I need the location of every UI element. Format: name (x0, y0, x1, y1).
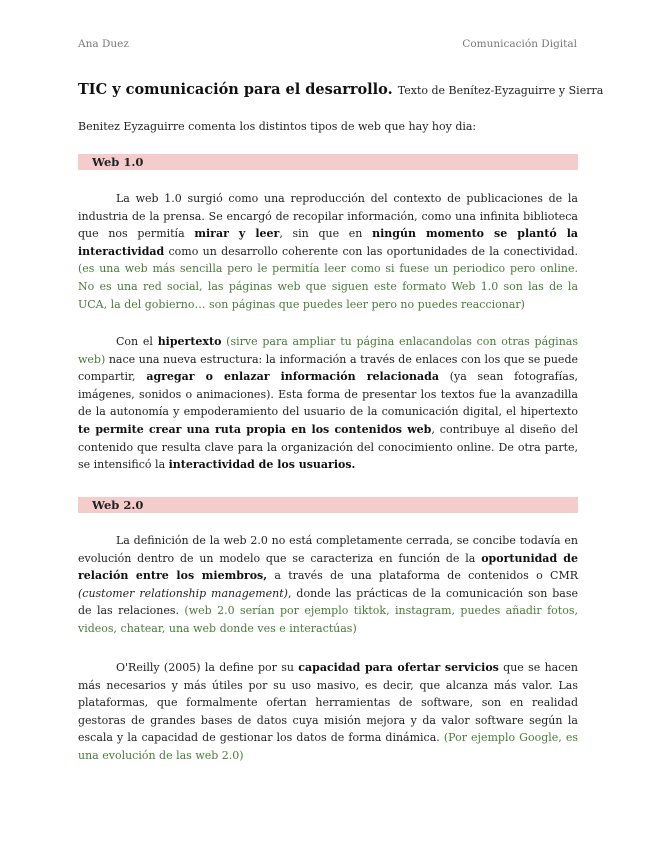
para-emphasis: interactividad de los usuarios. (168, 458, 356, 472)
para-note: (sirve para ampliar tu página enlacandolas con otras páginas web) (78, 335, 578, 366)
para-text: nace una nueva estructura: la información a través de enlaces con los que se puede compartir, (78, 352, 578, 384)
para-text: (ya sean fotografías, imágenes, sonidos o animaciones). Esta forma de presentar los textos fue la avanzadilla de la autonomía y empoderamiento del usuario de la comunicación digital, el hipertexto (78, 370, 578, 419)
para-note: (es una web más sencilla pero le permitía leer como si fuese un periodico pero online. No es una red social, las páginas web que siguen este formato Web 1.0 son las de la UCA, la del gobierno… son páginas que puedes leer pero no puedes reaccionar) (78, 262, 578, 311)
para-text: , donde las prácticas de la comunicación son base de las relaciones. (78, 586, 578, 618)
para-emphasis: hipertexto (157, 335, 222, 348)
para-text: , sin que en (279, 227, 373, 241)
header-author: Ana Duez (78, 38, 129, 50)
header-course: Comunicación Digital (462, 38, 577, 50)
section-heading-web2 (78, 497, 578, 513)
para-emphasis: agregar o enlazar información relacionada (146, 370, 439, 384)
paragraph-web1-hypertext (78, 333, 578, 474)
para-text: Con el (116, 335, 158, 348)
intro-text: Benitez Eyzaguirre comenta los distintos tipos de web que hay hoy dia: (78, 120, 477, 133)
section-heading-web1 (78, 154, 578, 170)
paragraph-web2-oreilly (78, 659, 578, 765)
para-emphasis: ningún momento se plantó la interactividad (78, 227, 578, 258)
para-text: que se hacen más necesarios y más útiles por su uso masivo, es decir, que alcanza más valor. Las plataformas, que formalmente ofertan herramientas de software, son en realidad gestoras de grandes bases de datos cuya misión mejora y da valor software según la escala y la capacidad de gestionar los datos de forma dinámica. (78, 661, 578, 745)
paragraph-web1-intro (78, 190, 578, 313)
para-italic: (customer relationship management) (78, 586, 288, 600)
para-text: , contribuye al diseño del contenido que resulta clave para la organización del conocimiento online. De otra parte, se intensificó la (78, 422, 578, 472)
para-text: La web 1.0 surgió como una reproducción del contexto de publicaciones de la industria de la prensa. Se encargó de recopilar información, como una infinita biblioteca que nos permitía (78, 192, 578, 241)
paragraph-web2-definition (78, 532, 578, 638)
para-emphasis: capacidad para ofertar servicios (298, 661, 499, 674)
para-note: (web 2.0 serían por ejemplo tiktok, instagram, puedes añadir fotos, videos, chatear, una web donde ves e interactúas) (78, 604, 578, 635)
para-emphasis: oportunidad de relación entre los miembros, (78, 551, 578, 583)
title-main: TIC y comunicación para el desarrollo. (78, 81, 393, 98)
section-label: Web 1.0 (92, 155, 144, 169)
para-emphasis: te permite crear una ruta propia en los contenidos web (78, 422, 432, 436)
para-emphasis: mirar y leer (194, 227, 280, 241)
section-label: Web 2.0 (92, 498, 144, 512)
para-text: a través de una plataforma de contenidos o CMR (267, 569, 578, 583)
document-title (78, 79, 604, 98)
para-text: como un desarrollo coherente con las oportunidades de la conectividad. (164, 244, 578, 258)
para-text: La definición de la web 2.0 no está completamente cerrada, se concibe todavía en evolución dentro de un modelo que se caracteriza en función de la (78, 534, 578, 565)
para-note: (Por ejemplo Google, es una evolución de las web 2.0) (78, 731, 578, 762)
para-text: O'Reilly (2005) la define por su (116, 661, 299, 674)
title-subtitle: Texto de Benítez-Eyzaguirre y Sierra (397, 84, 604, 97)
